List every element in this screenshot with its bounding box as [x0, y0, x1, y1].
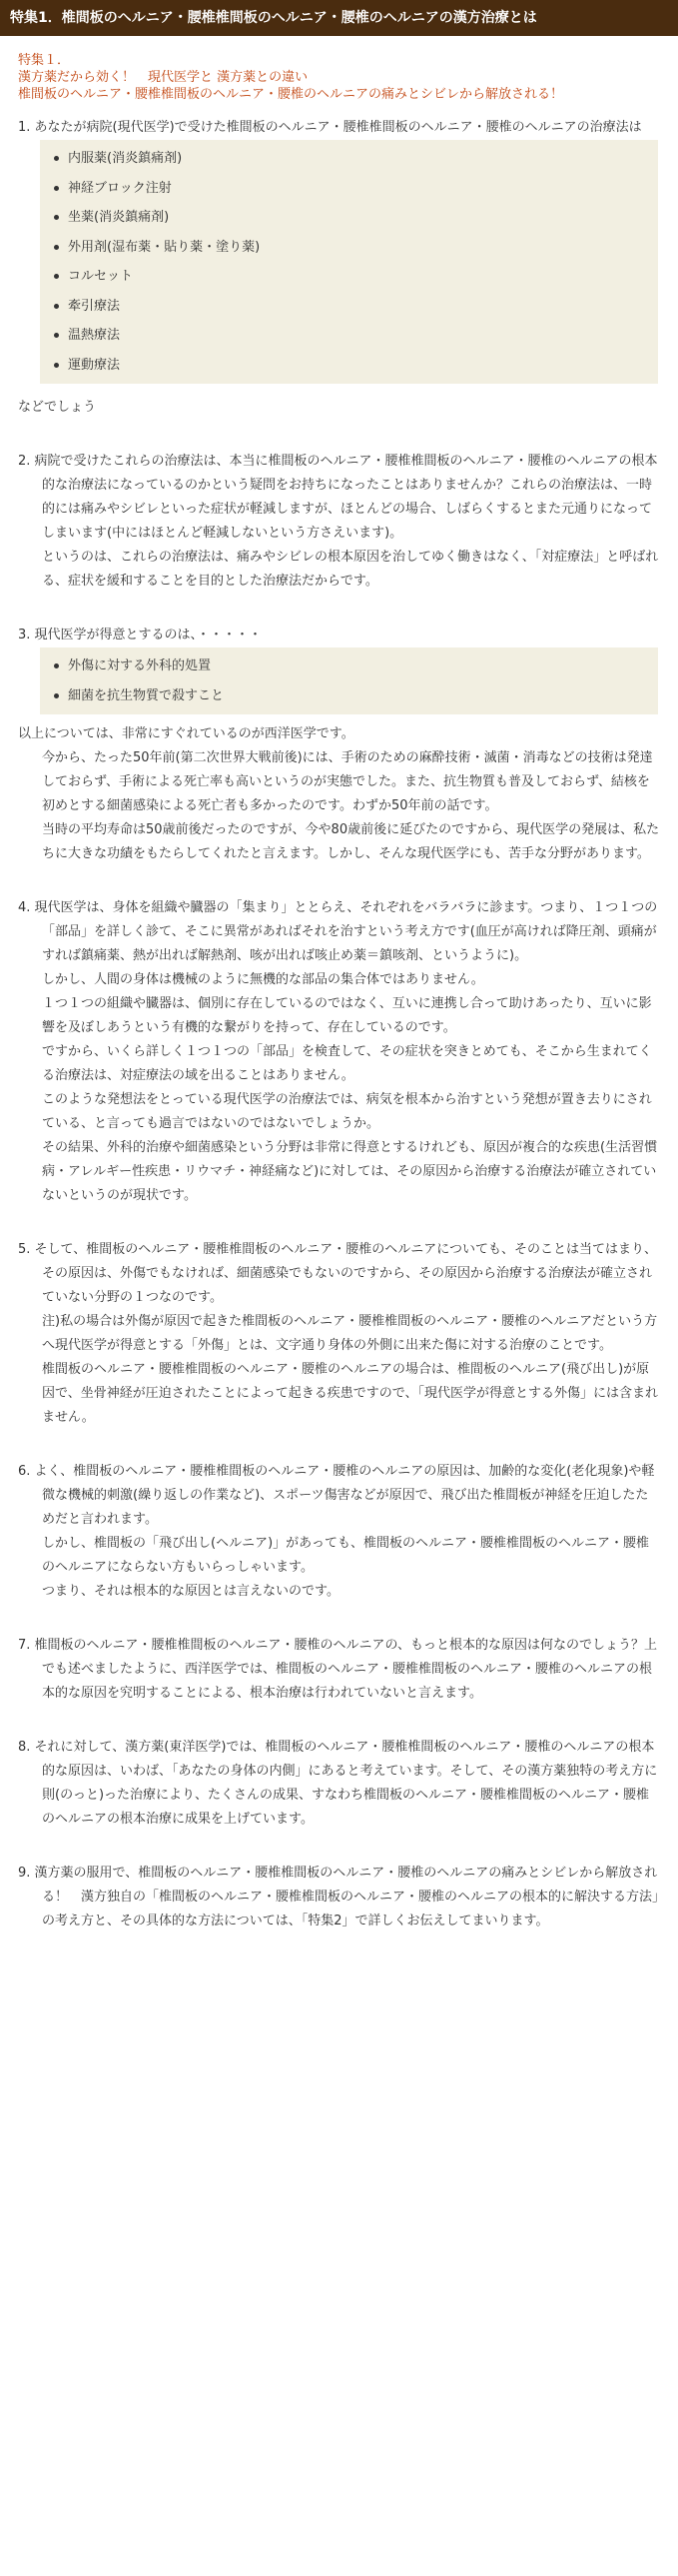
section-2: [0, 450, 678, 594]
treatment-list: [40, 140, 658, 384]
page-title: 特集1．椎間板のヘルニア・腰椎椎間板のヘルニア・腰椎のヘルニアの漢方治療とは: [10, 10, 537, 26]
list-item-text: 外用剤(湿布薬・貼り薬・塗り薬): [68, 239, 261, 255]
section-5-para-1: 5. そして、椎間板のヘルニア・腰椎椎間板のヘルニア・腰椎のヘルニアについても、そのことは当てはまり、その原因は、外傷でもなければ、細菌感染でもないのですから、その原因から治療する治療法が確立されていない分野の１つなのです。: [18, 1242, 658, 1305]
section-5-para-2: 注)私の場合は外傷が原因で起きた椎間板のヘルニア・腰椎椎間板のヘルニア・腰椎のヘルニアだという方へ現代医学が得意とする「外傷」とは、文字通り身体の外側に出来た傷に対する治療のことです。: [42, 1314, 658, 1353]
list-item-text: 温熱療法: [68, 328, 121, 343]
list-item: [48, 144, 658, 174]
section-4-para-6: その結果、外科的治療や細菌感染という分野は非常に得意とするけれども、原因が複合的な疾患(生活習慣病・アレルギー性疾患・リウマチ・神経痛など)に対しては、その原因から治療する治療法が確立されていないというのが現状です。: [42, 1140, 658, 1203]
intro-line-2: 漢方薬だから効く！ 現代医学と 漢方薬との違い: [18, 70, 309, 85]
list-item-text: 牽引療法: [68, 298, 121, 314]
bullet-icon: [54, 156, 59, 161]
section-5: [0, 1238, 678, 1430]
section-8: [0, 1736, 678, 1832]
section-3-para-2: 今から、たった50年前(第二次世界大戦前後)には、手術のための麻酔技術・滅菌・消毒などの技術は発達しておらず、手術による死亡率も高いというのが実態でした。また、抗生物質も普及しておらず、結核を初めとする細菌感染による死亡者も多かったのです。わずか50年前の話です。: [42, 750, 653, 813]
section-3-para-1: 以上については、非常にすぐれているのが西洋医学です。: [18, 726, 354, 741]
section-4-para-5: このような発想法をとっている現代医学の治療法では、病気を根本から治すという発想が置き去りにされている、と言っても過言ではないのではないでしょうか。: [42, 1092, 652, 1131]
section-6-para-1: 6. よく、椎間板のヘルニア・腰椎椎間板のヘルニア・腰椎のヘルニアの原因は、加齢的な変化(老化現象)や軽微な機械的刺激(繰り返しの作業など)、スポーツ傷害などが原因で、飛び出た椎間板が神経を圧迫したためだと言われます。: [18, 1464, 655, 1527]
list-item: [48, 262, 658, 292]
list-item-text: 細菌を抗生物質で殺すこと: [68, 687, 225, 703]
section-9: [0, 1862, 678, 1933]
section-7-para-1: 7. 椎間板のヘルニア・腰椎椎間板のヘルニア・腰椎のヘルニアの、もっと根本的な原因は何なのでしょう？上でも述べましたように、西洋医学では、椎間板のヘルニア・腰椎椎間板のヘルニア・腰椎のヘルニアの根本的な原因を究明することによる、根本治療は行われていないと言えます。: [18, 1638, 658, 1701]
section-6: [0, 1460, 678, 1604]
section-4: [0, 896, 678, 1208]
bullet-icon: [54, 333, 59, 338]
list-item: [48, 174, 658, 204]
list-item: [48, 203, 658, 233]
section-4-para-2: しかし、人間の身体は機械のように無機的な部品の集合体ではありません。: [42, 972, 484, 987]
bullet-icon: [54, 363, 59, 368]
section-3-para-3: 当時の平均寿命は50歳前後だったのですが、今や80歳前後に延びたのですから、現代医学の発展は、私たちに大きな功績をもたらしてくれたと言えます。しかし、そんな現代医学にも、苦手な分野があります。: [42, 822, 660, 861]
intro-line-3: 椎間板のヘルニア・腰椎椎間板のヘルニア・腰椎のヘルニアの痛みとシビレから解放される！: [18, 87, 564, 102]
list-item-text: 運動療法: [68, 357, 121, 373]
list-item-text: 神経ブロック注射: [68, 180, 172, 196]
list-item: [48, 681, 658, 711]
list-item-text: コルセット: [68, 269, 134, 284]
section-4-para-4: ですから、いくら詳しく１つ１つの「部品」を検査して、その症状を突きとめても、そこから生まれてくる治療法は、対症療法の域を出ることはありません。: [42, 1044, 652, 1083]
section-4-para-1: 4. 現代医学は、身体を組織や臓器の「集まり」ととらえ、それぞれをバラバラに診ます。つまり、１つ１つの「部品」を詳しく診て、そこに異常があればそれを治すという考え方です(血圧が高ければ降圧剤、頭痛がすれば鎮痛薬、熱が出れば解熱剤、咳が出れば咳止め薬＝鎮咳剤、というように)。: [18, 900, 658, 963]
page-header: [0, 0, 678, 36]
bullet-icon: [54, 215, 59, 220]
section-8-para-1: 8. それに対して、漢方薬(東洋医学)では、椎間板のヘルニア・腰椎椎間板のヘルニア・腰椎のヘルニアの根本的な原因は、いわば、「あなたの身体の内側」にあると考えています。そして、その漢方薬独特の考え方に則(のっと)った治療により、たくさんの成果、すなわち椎間板のヘルニア・腰椎椎間板のヘルニア・腰椎のヘルニアの根本治療に成果を上げています。: [18, 1740, 658, 1827]
section-6-para-2: しかし、椎間板の「飛び出し(ヘルニア)」があっても、椎間板のヘルニア・腰椎椎間板のヘルニア・腰椎のヘルニアにならない方もいらっしゃいます。: [42, 1536, 650, 1575]
intro-line-1: 特集１．: [18, 53, 71, 68]
list-item: [48, 651, 658, 681]
bullet-icon: [54, 304, 59, 309]
section-3-body: [0, 714, 678, 866]
section-1-text: 1. あなたが病院(現代医学)で受けた椎間板のヘルニア・腰椎椎間板のヘルニア・腰椎のヘルニアの治療法は: [18, 120, 642, 135]
section-1-after: などでしょう: [18, 400, 97, 415]
list-item: [48, 233, 658, 263]
bullet-icon: [54, 693, 59, 698]
list-item-text: 外傷に対する外科的処置: [68, 658, 212, 673]
section-5-para-3: 椎間板のヘルニア・腰椎椎間板のヘルニア・腰椎のヘルニアの場合は、椎間板のヘルニア(飛び出し)が原因で、坐骨神経が圧迫されたことによって起きる疾患ですので、「現代医学が得意とする外傷」には含まれません。: [42, 1362, 658, 1425]
list-item-text: 坐薬(消炎鎮痛剤): [68, 210, 170, 225]
bullet-icon: [54, 186, 59, 191]
section-7: [0, 1634, 678, 1706]
bullet-icon: [54, 274, 59, 279]
section-6-para-3: つまり、それは根本的な原因とは言えないのです。: [42, 1584, 339, 1599]
section-1: [0, 116, 678, 140]
list-item: [48, 292, 658, 322]
section-2-para-2: というのは、これらの治療法は、痛みやシビレの根本原因を治してゆく働きはなく、「対症療法」と呼ばれる、症状を緩和することを目的とした治療法だからです。: [42, 550, 659, 589]
bullet-icon: [54, 245, 59, 250]
list-item: [48, 321, 658, 351]
strength-list: [40, 647, 658, 714]
section-2-para-1: 2. 病院で受けたこれらの治療法は、本当に椎間板のヘルニア・腰椎椎間板のヘルニア・腰椎のヘルニアの根本的な治療法になっているのかという疑問をお持ちになったことはありませんか？これらの治療法は、一時的には痛みやシビレといった症状が軽減しますが、ほとんどの場合、しばらくするとまた元通りになってしまいます(中にはほとんど軽減しないという方さえいます)。: [18, 454, 658, 541]
list-item-text: 内服薬(消炎鎮痛剤): [68, 151, 183, 166]
section-4-para-3: １つ１つの組織や臓器は、個別に存在しているのではなく、互いに連携し合って助けあったり、互いに影響を及ぼしあうという有機的な繋がりを持って、存在しているのです。: [42, 996, 652, 1035]
section-9-para-1: 9. 漢方薬の服用で、椎間板のヘルニア・腰椎椎間板のヘルニア・腰椎のヘルニアの痛みとシビレから解放される！ 漢方独自の「椎間板のヘルニア・腰椎椎間板のヘルニア・腰椎のヘルニアの根本的に解決する方法」の考え方と、その具体的な方法については、「特集2」で詳しくお伝えしてまいります。: [18, 1866, 659, 1929]
bullet-icon: [54, 663, 59, 668]
section-3-text: 3. 現代医学が得意とするのは、・・・・・: [18, 628, 263, 643]
section-3: [0, 624, 678, 647]
intro-block: [0, 36, 678, 103]
list-item: [48, 351, 658, 381]
